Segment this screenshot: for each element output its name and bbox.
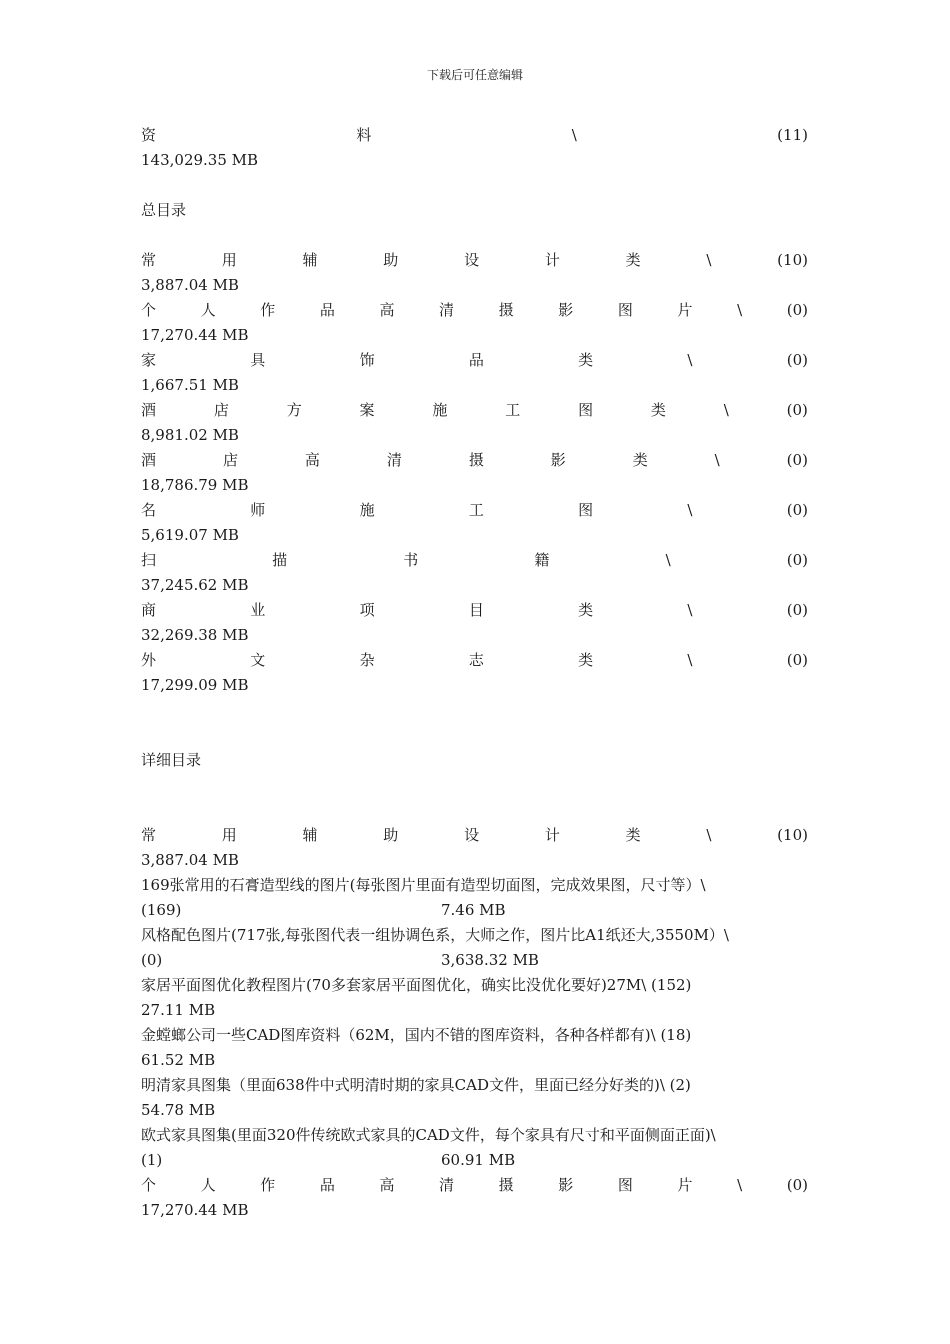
entry-char: \ bbox=[714, 451, 720, 469]
entry-char: \ bbox=[737, 1176, 743, 1194]
detail-file-list bbox=[141, 873, 808, 1173]
entry-char: 常 bbox=[141, 826, 157, 844]
summary-entry bbox=[141, 398, 808, 423]
summary-entry bbox=[141, 598, 808, 623]
entry-char: 商 bbox=[141, 601, 157, 619]
summary-list bbox=[141, 248, 808, 698]
entry-char: 文 bbox=[250, 651, 266, 669]
entry-char: 酒 bbox=[141, 451, 157, 469]
entry-char: 籍 bbox=[534, 551, 550, 569]
summary-entry-size: 32,269.38 MB bbox=[141, 626, 249, 644]
file-title: 风格配色图片(717张,每张图代表一组协调色系，大师之作，图片比A1纸还大,3550M）\ bbox=[141, 926, 729, 944]
entry-char: 辅 bbox=[302, 251, 318, 269]
detail-section-2-size: 17,270.44 MB bbox=[141, 1201, 249, 1219]
entry-char: 影 bbox=[550, 451, 566, 469]
entry-char: 常 bbox=[141, 251, 157, 269]
entry-char: 助 bbox=[383, 251, 399, 269]
summary-entry bbox=[141, 348, 808, 373]
file-title: 欧式家具图集(里面320件传统欧式家具的CAD文件，每个家具有尺寸和平面侧面正面)\ bbox=[141, 1126, 716, 1144]
entry-char: 书 bbox=[403, 551, 419, 569]
summary-entry-size: 1,667.51 MB bbox=[141, 376, 239, 394]
entry-char: 个 bbox=[141, 1176, 157, 1194]
detail-section-2 bbox=[141, 1173, 808, 1198]
file-meta bbox=[141, 1148, 808, 1173]
file-size: 7.46 MB bbox=[441, 901, 506, 919]
summary-entry bbox=[141, 248, 808, 273]
file-size: 61.52 MB bbox=[141, 1051, 216, 1069]
entry-char: 类 bbox=[578, 601, 594, 619]
entry-char: 酒 bbox=[141, 401, 157, 419]
entry-char: \ bbox=[687, 601, 693, 619]
entry-char: \ bbox=[687, 351, 693, 369]
entry-char: 品 bbox=[319, 301, 335, 319]
entry-char: 清 bbox=[386, 451, 402, 469]
entry-char: \ bbox=[723, 401, 729, 419]
entry-char: 图 bbox=[578, 401, 594, 419]
file-count: (1) bbox=[141, 1151, 163, 1169]
top-entry bbox=[141, 123, 808, 148]
entry-char: 目 bbox=[468, 601, 484, 619]
entry-char: (0) bbox=[786, 451, 808, 469]
entry-char: 类 bbox=[625, 251, 641, 269]
summary-entry bbox=[141, 548, 808, 573]
entry-char: (0) bbox=[786, 551, 808, 569]
entry-char: 业 bbox=[250, 601, 266, 619]
summary-entry-size: 17,299.09 MB bbox=[141, 676, 249, 694]
entry-char: 类 bbox=[650, 401, 666, 419]
summary-entry-size: 17,270.44 MB bbox=[141, 326, 249, 344]
entry-char: 设 bbox=[464, 251, 480, 269]
entry-char: 图 bbox=[617, 301, 633, 319]
summary-entry bbox=[141, 648, 808, 673]
detail-title: 详细目录 bbox=[141, 751, 202, 769]
document-body bbox=[141, 123, 808, 1223]
entry-char: 片 bbox=[677, 1176, 693, 1194]
summary-entry bbox=[141, 298, 808, 323]
entry-char: 具 bbox=[250, 351, 266, 369]
entry-char: 饰 bbox=[359, 351, 375, 369]
summary-entry-size: 37,245.62 MB bbox=[141, 576, 249, 594]
entry-char: 类 bbox=[578, 351, 594, 369]
file-size: 27.11 MB bbox=[141, 1001, 216, 1019]
entry-char: 高 bbox=[304, 451, 320, 469]
summary-entry-size: 8,981.02 MB bbox=[141, 426, 239, 444]
entry-char: 用 bbox=[221, 251, 237, 269]
detail-section-1-size: 3,887.04 MB bbox=[141, 851, 239, 869]
entry-char: \ bbox=[687, 501, 693, 519]
file-title: 明清家具图集（里面638件中式明清时期的家具CAD文件，里面已经分好类的)\ (2) bbox=[141, 1076, 691, 1094]
entry-char: 影 bbox=[558, 301, 574, 319]
entry-char: 清 bbox=[439, 1176, 455, 1194]
entry-char: 计 bbox=[544, 251, 560, 269]
entry-char: 摄 bbox=[468, 451, 484, 469]
file-title: 家居平面图优化教程图片(70多套家居平面图优化，确实比没优化要好)27M\ (152) bbox=[141, 976, 692, 994]
entry-char: 用 bbox=[221, 826, 237, 844]
page-header: 下载后可任意编辑 bbox=[426, 68, 523, 82]
entry-char: 案 bbox=[359, 401, 375, 419]
entry-char: 店 bbox=[222, 451, 238, 469]
top-size: 143,029.35 MB bbox=[141, 151, 259, 169]
entry-char: 描 bbox=[272, 551, 288, 569]
entry-char: 品 bbox=[319, 1176, 335, 1194]
summary-entry bbox=[141, 448, 808, 473]
entry-char: 名 bbox=[141, 501, 157, 519]
entry-char: (0) bbox=[786, 351, 808, 369]
entry-char: 品 bbox=[468, 351, 484, 369]
entry-char: 类 bbox=[578, 651, 594, 669]
entry-char: 扫 bbox=[141, 551, 157, 569]
entry-char: (0) bbox=[786, 651, 808, 669]
entry-char: 类 bbox=[625, 826, 641, 844]
entry-char: (0) bbox=[786, 1176, 808, 1194]
entry-char: 图 bbox=[578, 501, 594, 519]
entry-char: 施 bbox=[359, 501, 375, 519]
entry-char: 师 bbox=[250, 501, 266, 519]
entry-char: 施 bbox=[432, 401, 448, 419]
summary-title: 总目录 bbox=[141, 201, 187, 219]
file-size: 3,638.32 MB bbox=[441, 951, 539, 969]
entry-char: 项 bbox=[359, 601, 375, 619]
entry-char: \ bbox=[737, 301, 743, 319]
summary-entry-size: 5,619.07 MB bbox=[141, 526, 239, 544]
entry-char: \ bbox=[571, 126, 577, 144]
entry-char: 家 bbox=[141, 351, 157, 369]
file-count: (169) bbox=[141, 901, 182, 919]
entry-char: 店 bbox=[213, 401, 229, 419]
detail-section-1 bbox=[141, 823, 808, 848]
entry-char: (10) bbox=[777, 251, 808, 269]
file-meta bbox=[141, 898, 808, 923]
entry-char: \ bbox=[687, 651, 693, 669]
entry-char: 作 bbox=[260, 1176, 276, 1194]
entry-char: 图 bbox=[617, 1176, 633, 1194]
entry-char: 辅 bbox=[302, 826, 318, 844]
entry-char: 高 bbox=[379, 1176, 395, 1194]
file-meta bbox=[141, 948, 808, 973]
entry-char: 摄 bbox=[498, 1176, 514, 1194]
entry-char: 外 bbox=[141, 651, 157, 669]
entry-char: 工 bbox=[468, 501, 484, 519]
entry-char: 工 bbox=[505, 401, 521, 419]
entry-char: 个 bbox=[141, 301, 157, 319]
entry-char: \ bbox=[706, 251, 712, 269]
file-title: 169张常用的石膏造型线的图片(每张图片里面有造型切面图，完成效果图，尺寸等）\ bbox=[141, 876, 706, 894]
summary-entry-size: 18,786.79 MB bbox=[141, 476, 249, 494]
entry-char: (0) bbox=[786, 301, 808, 319]
entry-char: (0) bbox=[786, 601, 808, 619]
entry-char: \ bbox=[706, 826, 712, 844]
entry-char: 计 bbox=[544, 826, 560, 844]
entry-char: 类 bbox=[632, 451, 648, 469]
entry-char: (0) bbox=[786, 501, 808, 519]
summary-entry bbox=[141, 498, 808, 523]
entry-char: 方 bbox=[286, 401, 302, 419]
entry-char: 资 bbox=[141, 126, 157, 144]
entry-char: \ bbox=[665, 551, 671, 569]
file-size: 54.78 MB bbox=[141, 1101, 216, 1119]
entry-char: 清 bbox=[439, 301, 455, 319]
entry-char: 高 bbox=[379, 301, 395, 319]
entry-char: 人 bbox=[200, 301, 216, 319]
file-title: 金螳螂公司一些CAD图库资料（62M，国内不错的图库资料，各种各样都有)\ (18) bbox=[141, 1026, 692, 1044]
file-count: (0) bbox=[141, 951, 163, 969]
entry-char: 影 bbox=[558, 1176, 574, 1194]
entry-char: (0) bbox=[786, 401, 808, 419]
file-size: 60.91 MB bbox=[441, 1151, 516, 1169]
entry-char: 设 bbox=[464, 826, 480, 844]
entry-char: (11) bbox=[777, 126, 808, 144]
entry-char: 助 bbox=[383, 826, 399, 844]
summary-entry-size: 3,887.04 MB bbox=[141, 276, 239, 294]
entry-char: 人 bbox=[200, 1176, 216, 1194]
entry-char: 摄 bbox=[498, 301, 514, 319]
entry-char: 志 bbox=[468, 651, 484, 669]
entry-char: 片 bbox=[677, 301, 693, 319]
entry-char: (10) bbox=[777, 826, 808, 844]
entry-char: 作 bbox=[260, 301, 276, 319]
entry-char: 料 bbox=[356, 126, 372, 144]
entry-char: 杂 bbox=[359, 651, 375, 669]
